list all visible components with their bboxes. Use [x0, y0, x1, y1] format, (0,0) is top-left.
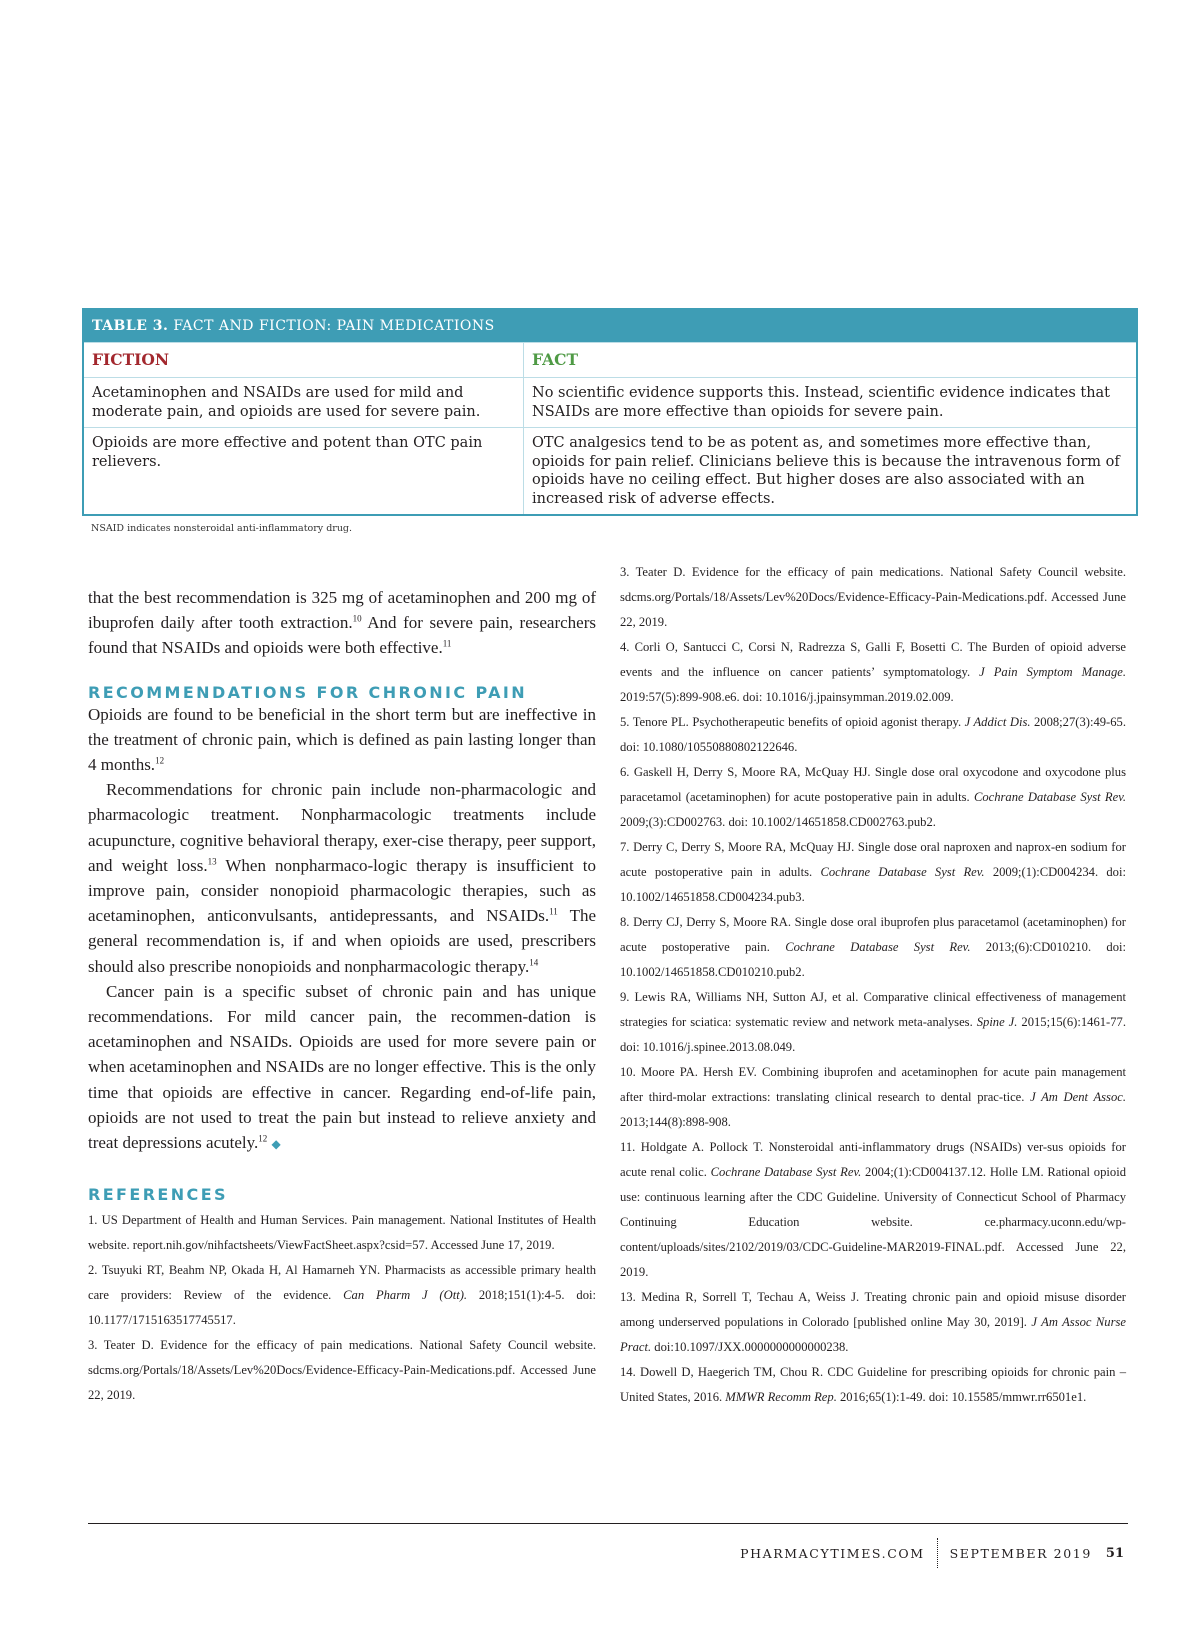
- fact-fiction-table: [82, 308, 1138, 516]
- reference-item: 13. Medina R, Sorrell T, Techau A, Weiss J. Treating chronic pain and opioid misuse disorder among underserved populations in Colorado [published online May 30, 2019]. J Am Assoc Nurse Pract. doi:10.1097/JXX.0000000000000238.: [620, 1290, 1126, 1354]
- chronic-paragraph-1: Opioids are found to be beneficial in the short term but are ineffective in the treatment of chronic pain, which is defined as pain lasting longer than 4 months.$^{12}$: [88, 704, 596, 775]
- reference-item: 10. Moore PA. Hersh EV. Combining ibuprofen and acetaminophen for acute pain management after third-molar extractions: translating clinical research to dental prac-tice. J Am Dent Assoc. 2013;144(8):898-908.: [620, 1065, 1126, 1129]
- table-label: TABLE 3.: [92, 318, 169, 334]
- chronic-paragraph-3: Cancer pain is a specific subset of chronic pain and has unique recommendations. For mild cancer pain, the recommen-dation is acetaminophen and NSAIDs. Opioids are used for more severe pain or when acetaminophen and NSAIDs are no longer effective. This is the only time that opioids are effective in cancer. Regarding end-of-life pain, opioids are not used to treat the pain but instead to relieve anxiety and treat depressions acutely.$^{12}$ ◆: [88, 981, 596, 1153]
- header-fact: FACT: [532, 350, 578, 369]
- end-mark-icon: ◆: [271, 1137, 281, 1152]
- footer-separator: [937, 1538, 938, 1568]
- footer-issue: SEPTEMBER 2019: [949, 1545, 1092, 1561]
- reference-continuation: 3. Teater D. Evidence for the efficacy of pain medications. National Safety Council website. sdcms.org/Portals/18/Assets/Lev%20Docs/Evidence-Efficacy-Pain-Medications.pdf. Accessed June 22, 2019.: [620, 565, 1126, 629]
- intro-paragraph: that the best recommendation is 325 mg of acetaminophen and 200 mg of ibuprofen daily after tooth extraction.$^{10}$ And for severe pain, researchers found that NSAIDs and opioids were both effective.$^{11}$: [88, 588, 596, 658]
- reference-item: 8. Derry CJ, Derry S, Moore RA. Single dose oral ibuprofen plus paracetamol (acetaminophen) for acute postoperative pain. Cochrane Database Syst Rev. 2013;(6):CD010210. doi: 10.1002/14651858.CD010210.pub2.: [620, 915, 1127, 979]
- right-column: [620, 565, 1127, 1410]
- table-row: [84, 377, 1136, 427]
- page-footer: [740, 1538, 1124, 1568]
- fiction-cell: Opioids are more effective and potent than OTC pain relievers.: [84, 428, 524, 514]
- reference-item: 6. Gaskell H, Derry S, Moore RA, McQuay HJ. Single dose oral oxycodone and oxycodone plus paracetamol (acetaminophen) for acute postoperative pain in adults. Cochrane Database Syst Rev. 2009;(3):CD002763. doi: 10.1002/14651858.CD002763.pub2.: [620, 765, 1126, 829]
- reference-item: 4. Corli O, Santucci C, Corsi N, Radrezza S, Galli F, Bosetti C. The Burden of opioid adverse events and the influence on cancer patients’ symptomatology. J Pain Symptom Manage. 2019:57(5):899-908.e6. doi: 10.1016/j.jpainsymman.2019.02.009.: [620, 640, 1126, 704]
- reference-item: 9. Lewis RA, Williams NH, Sutton AJ, et al. Comparative clinical effectiveness of management strategies for sciatica: systematic review and network meta-analyses. Spine J. 2015;15(6):1461-77. doi: 10.1016/j.spinee.2013.08.049.: [620, 990, 1126, 1054]
- reference-item: 11. Holdgate A. Pollock T. Nonsteroidal anti-inflammatory drugs (NSAIDs) ver-sus opioids for acute renal colic. Cochrane Database Syst Rev. 2004;(1):CD004137.12. Holle LM. Rational opioid use: continuous learning after the CDC Guideline. University of Connecticut School of Pharmacy Continuing Education website. ce.pharmacy.uconn.edu/wp-content/uploads/sites/2102/2019/03/CDC-Guideline-MAR2019-FINAL.pdf. Accessed June 22, 2019.: [620, 1140, 1126, 1279]
- reference-item: 14. Dowell D, Haegerich TM, Chou R. CDC Guideline for prescribing opioids for chronic pain – United States, 2016. MMWR Recomm Rep. 2016;65(1):1-49. doi: 10.15585/mmwr.rr6501e1.: [620, 1365, 1126, 1404]
- chronic-paragraph-2: Recommendations for chronic pain include non-pharmacologic and pharmacologic treatment. Nonpharmacologic treatments include acupuncture, cognitive behavioral therapy, exer-cise therapy, peer support, and weight loss.$^{13}$ When nonpharmaco-logic therapy is insufficient to improve pain, consider nonopioid pharmacologic therapies, such as acetaminophen, anticonvulsants, antidepressants, and NSAIDs.$^{11}$ The general recommendation is, if and when opioids are used, prescribers should also prescribe nonopioids and nonpharmacologic therapy.$^{14}$: [88, 780, 597, 976]
- table-title-text: FACT AND FICTION: PAIN MEDICATIONS: [173, 318, 495, 334]
- reference-item: 1. US Department of Health and Human Services. Pain management. National Institutes of Health website. report.nih.gov/nihfactsheets/ViewFactSheet.aspx?csid=57. Accessed June 17, 2019.: [88, 1213, 596, 1253]
- reference-item: 5. Tenore PL. Psychotherapeutic benefits of opioid agonist therapy. J Addict Dis. 2008;27(3):49-65. doi: 10.1080/10550880802122646.: [620, 715, 1126, 754]
- footer-rule: [88, 1523, 1128, 1524]
- reference-item-start: 3. Teater D. Evidence for the efficacy of pain medications. National Safety Council website. sdcms.org/Portals/18/Assets/Lev%20Docs/Evidence-Efficacy-Pain-Medications.pdf. Accessed June 22, 2019.: [88, 1338, 596, 1403]
- left-column: [88, 585, 597, 1403]
- section-heading-references: REFERENCES: [88, 1185, 228, 1205]
- footer-site: PHARMACYTIMES.COM: [740, 1545, 925, 1561]
- reference-item: 2. Tsuyuki RT, Beahm NP, Okada H, Al Hamarneh YN. Pharmacists as accessible primary health care providers: Review of the evidence. Can Pharm J (Ott). 2018;151(1):4-5. doi: 10.1177/1715163517745517.: [88, 1263, 596, 1328]
- fiction-cell: Acetaminophen and NSAIDs are used for mild and moderate pain, and opioids are used for severe pain.: [84, 378, 524, 427]
- fact-cell: No scientific evidence supports this. Instead, scientific evidence indicates that NSAIDs are more effective than opioids for severe pain.: [532, 385, 1111, 420]
- fact-cell: OTC analgesics tend to be as potent as, and sometimes more effective than, opioids for pain relief. Clinicians believe this is because the intravenous form of opioids have no ceiling effect. But higher doses are also associated with an increased risk of adverse effects.: [532, 435, 1120, 507]
- reference-item: 7. Derry C, Derry S, Moore RA, McQuay HJ. Single dose oral naproxen and naprox-en sodium for acute postoperative pain in adults. Cochrane Database Syst Rev. 2009;(1):CD004234. doi: 10.1002/14651858.CD004234.pub3.: [620, 840, 1126, 904]
- section-heading-chronic-pain: RECOMMENDATIONS FOR CHRONIC PAIN: [88, 682, 528, 702]
- table-row: [84, 427, 1136, 514]
- header-fiction: FICTION: [84, 343, 524, 377]
- table-header-row: [84, 342, 1136, 377]
- table-footnote: NSAID indicates nonsteroidal anti-inflammatory drug.: [91, 523, 353, 534]
- page-number: 51: [1105, 1545, 1124, 1561]
- table-title: [84, 310, 1136, 342]
